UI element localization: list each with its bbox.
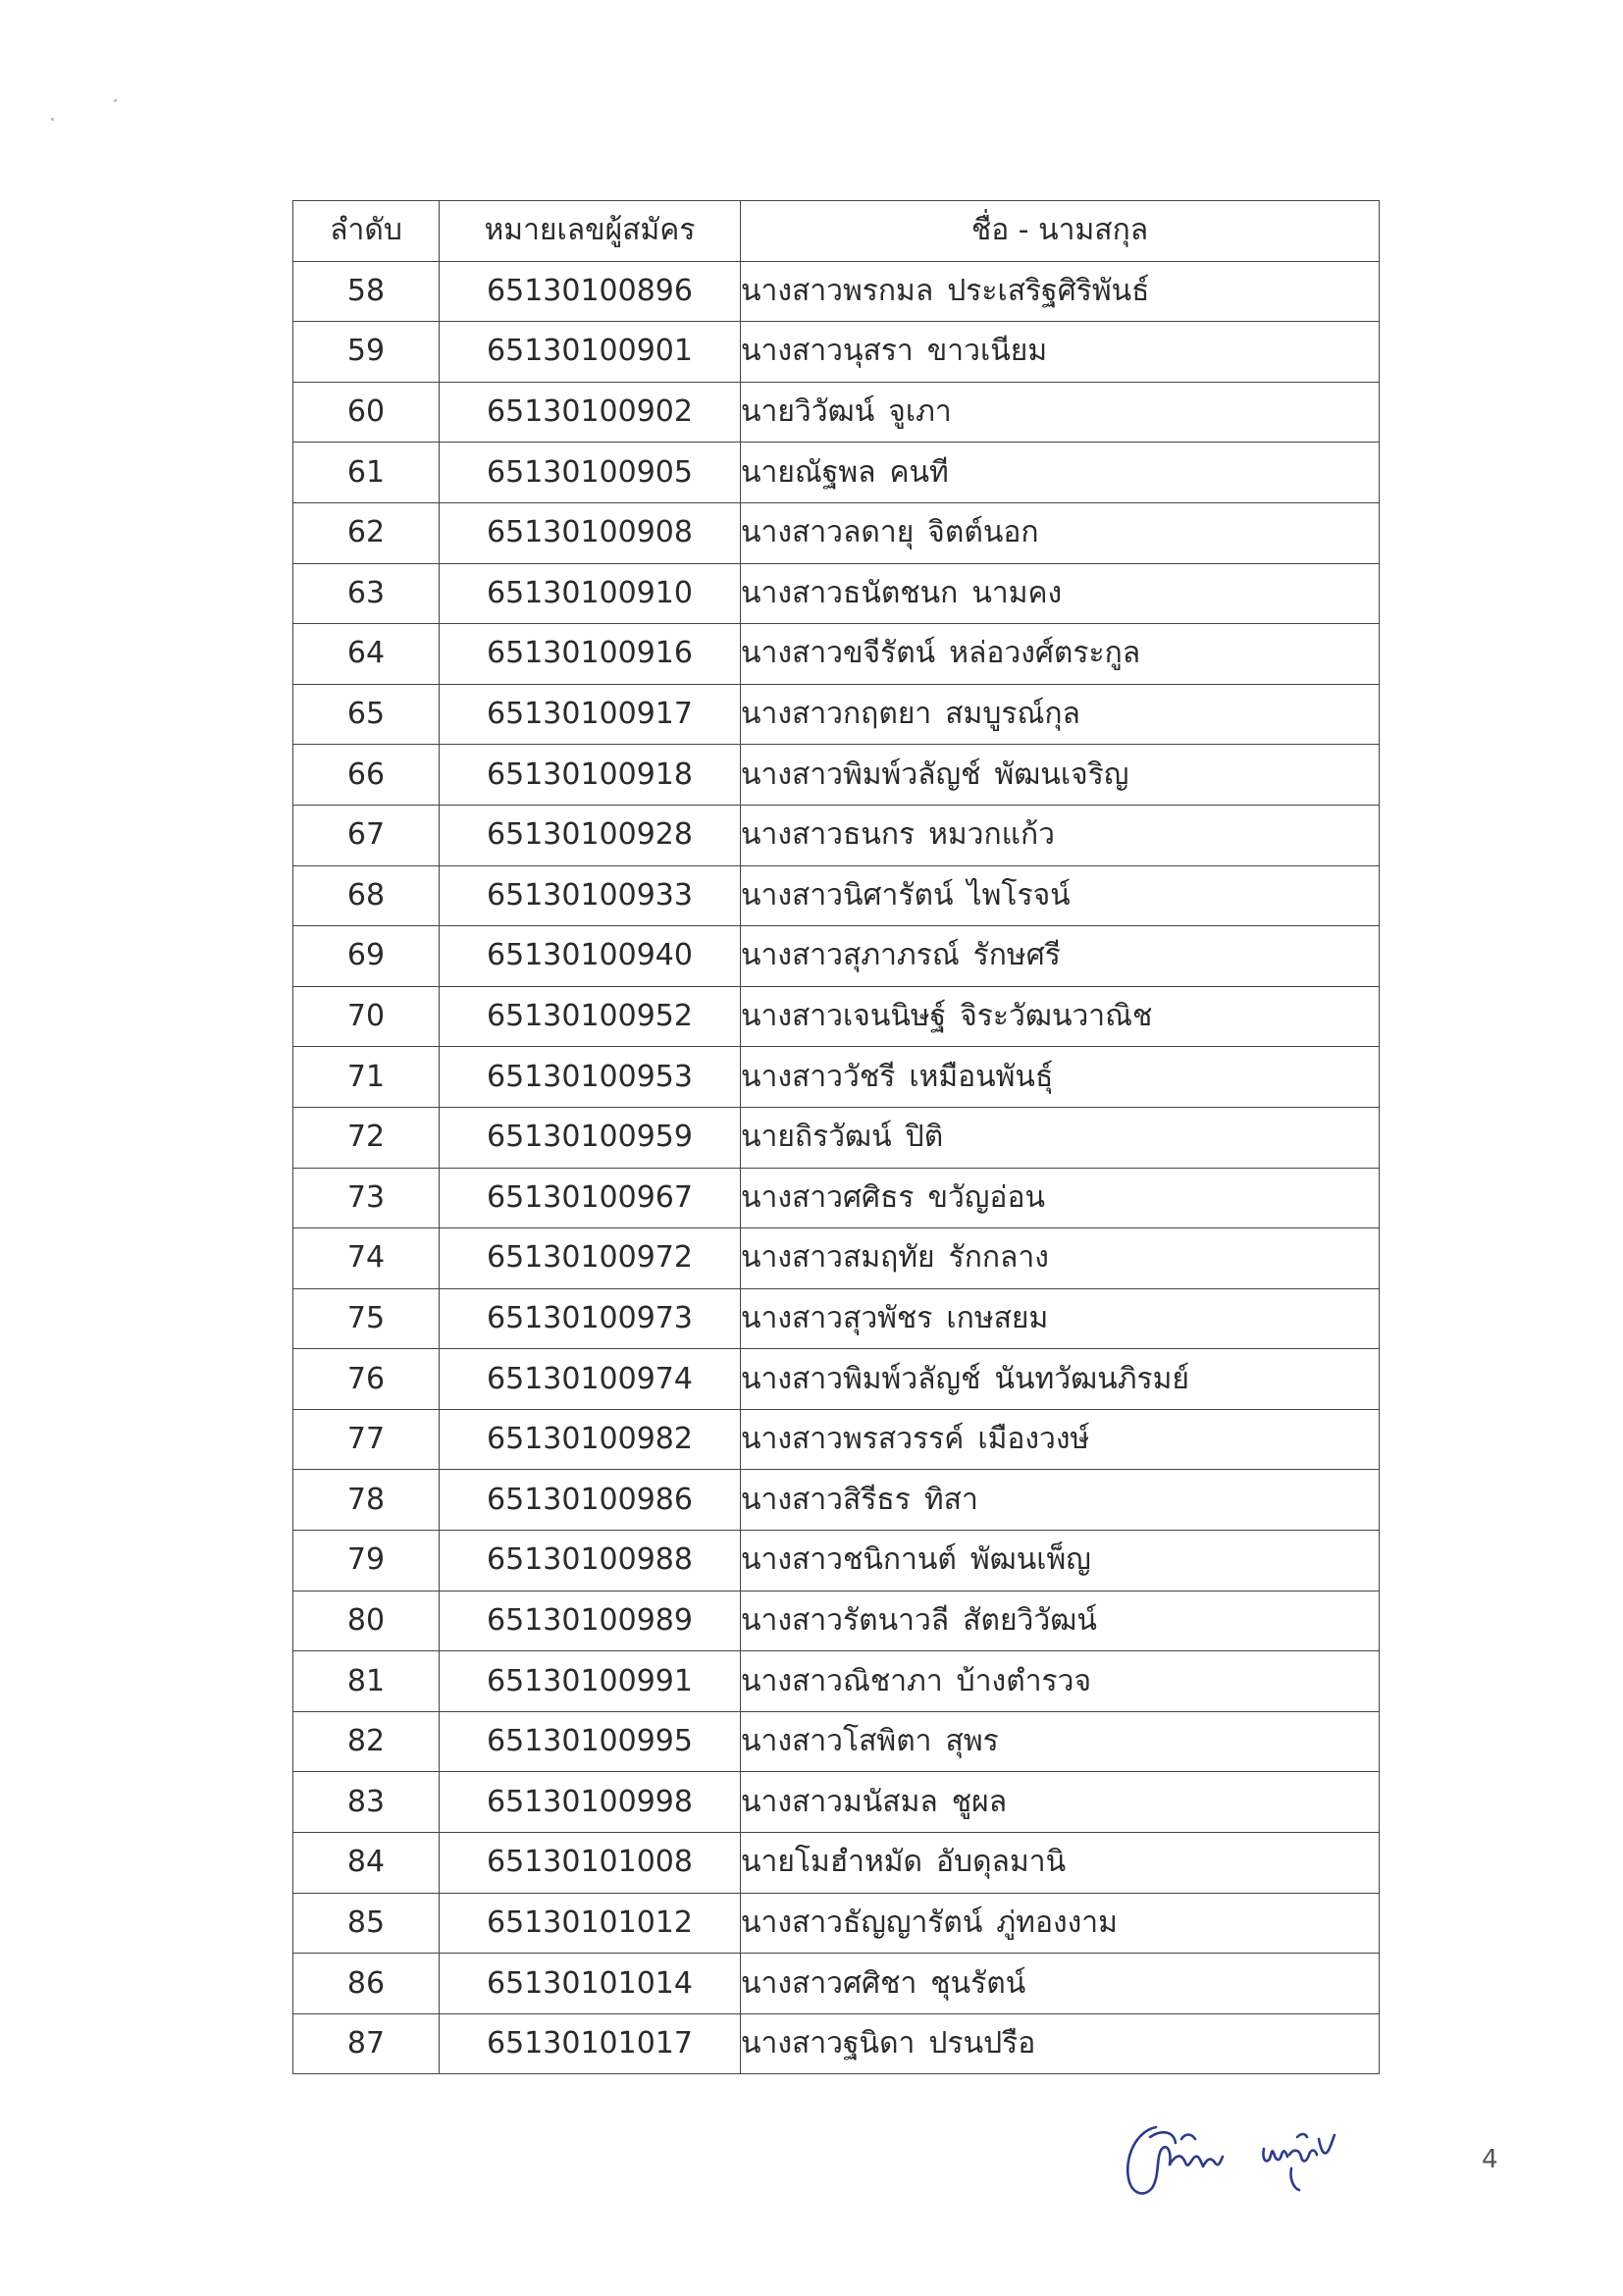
applicant-last-name: เมืองวงษ์ [977, 1422, 1090, 1457]
applicant-last-name: ปรนปรือ [928, 2026, 1036, 2061]
applicant-first-name: นางสาวธัญญารัตน์ [741, 1905, 983, 1940]
table-row [293, 1893, 1380, 1954]
table-row [293, 1591, 1380, 1651]
applicant-full-name [741, 684, 1380, 745]
order-number: 68 [293, 865, 440, 926]
applicant-first-name: นางสาวนุสรา [741, 334, 914, 369]
applicant-id: 65130100905 [440, 443, 741, 503]
applicant-last-name: อับดุลมานิ [936, 1845, 1067, 1880]
applicant-first-name: นางสาวสุภาภรณ์ [741, 938, 960, 973]
applicant-last-name: สัตยวิวัฒน์ [963, 1602, 1097, 1638]
applicant-first-name: นางสาวพิมพ์วลัญช์ [741, 1361, 981, 1396]
applicant-full-name [741, 1349, 1380, 1410]
applicant-last-name: หล่อวงศ์ตระกูล [949, 636, 1141, 671]
applicant-full-name [741, 322, 1380, 383]
applicant-last-name: เหมือนพันธุ์ [909, 1059, 1054, 1094]
table-row [293, 443, 1380, 503]
applicant-last-name: พัฒนเพ็ญ [969, 1542, 1091, 1578]
applicant-first-name: นางสาวศศิธร [741, 1179, 915, 1215]
applicant-last-name: ทิสา [923, 1482, 978, 1517]
order-number: 71 [293, 1047, 440, 1108]
applicant-id: 65130100901 [440, 322, 741, 383]
order-number: 62 [293, 502, 440, 563]
applicant-last-name: ปิติ [905, 1120, 944, 1155]
applicant-first-name: นายถิรวัฒน์ [741, 1120, 892, 1155]
table-row [293, 1168, 1380, 1228]
table-row [293, 1228, 1380, 1289]
applicant-last-name: จิตต์นอก [927, 515, 1039, 550]
applicant-last-name: เกษสยม [946, 1300, 1049, 1335]
order-number: 70 [293, 986, 440, 1047]
applicant-first-name: นายวิวัฒน์ [741, 394, 875, 430]
order-number: 64 [293, 624, 440, 685]
applicant-first-name: นางสาวธนัตชนก [741, 575, 959, 610]
applicant-id: 65130101008 [440, 1833, 741, 1894]
order-number: 69 [293, 926, 440, 987]
table-row [293, 1954, 1380, 2014]
signature-image [1117, 2110, 1362, 2213]
table-row [293, 1711, 1380, 1772]
applicant-last-name: สมบูรณ์กุล [945, 697, 1080, 732]
applicant-first-name: นางสาวสมฤทัย [741, 1240, 935, 1276]
applicant-full-name [741, 1711, 1380, 1772]
applicant-last-name: คนที [889, 454, 949, 490]
applicant-first-name: นางสาวพรสวรรค์ [741, 1422, 965, 1457]
applicant-last-name: ประเสริฐศิริพันธ์ [947, 273, 1150, 308]
table-row [293, 1047, 1380, 1108]
applicant-last-name: หมวกแก้ว [928, 817, 1056, 853]
applicant-id: 65130100991 [440, 1651, 741, 1712]
applicant-id: 65130100910 [440, 563, 741, 624]
applicant-id: 65130100988 [440, 1531, 741, 1592]
table-row [293, 1349, 1380, 1410]
applicant-first-name: นางสาววัชรี [741, 1059, 896, 1094]
applicant-last-name: รักกลาง [948, 1240, 1049, 1276]
applicant-id: 65130100989 [440, 1591, 741, 1651]
table-row [293, 1772, 1380, 1833]
applicant-id: 65130100916 [440, 624, 741, 685]
table-row [293, 1651, 1380, 1712]
applicant-id: 65130100917 [440, 684, 741, 745]
applicant-full-name [741, 563, 1380, 624]
applicant-id: 65130100902 [440, 382, 741, 443]
table-row [293, 1107, 1380, 1168]
table-row [293, 563, 1380, 624]
applicant-last-name: รักษศรี [972, 938, 1061, 973]
order-number: 60 [293, 382, 440, 443]
table-row [293, 986, 1380, 1047]
applicant-id: 65130100896 [440, 261, 741, 322]
applicant-first-name: นายณัฐพล [741, 454, 876, 490]
applicant-first-name: นางสาวฐนิดา [741, 2026, 916, 2061]
applicant-first-name: นางสาวธนกร [741, 817, 916, 853]
applicant-id: 65130100998 [440, 1772, 741, 1833]
applicant-last-name: ขวัญอ่อน [927, 1179, 1045, 1215]
order-number: 74 [293, 1228, 440, 1289]
applicant-full-name [741, 805, 1380, 865]
applicant-full-name [741, 1531, 1380, 1592]
table-row [293, 926, 1380, 987]
applicant-full-name [741, 926, 1380, 987]
applicant-last-name: ไพโรจน์ [967, 877, 1071, 913]
applicant-full-name [741, 1107, 1380, 1168]
table-row [293, 382, 1380, 443]
applicant-full-name [741, 1772, 1380, 1833]
applicant-id: 65130100933 [440, 865, 741, 926]
applicant-last-name: ชูผล [951, 1784, 1008, 1819]
full-name-column-header: ชื่อ - นามสกุล [741, 201, 1380, 262]
order-number: 75 [293, 1288, 440, 1349]
applicant-full-name [741, 986, 1380, 1047]
table-row [293, 1470, 1380, 1531]
table-row [293, 684, 1380, 745]
applicant-id: 65130100959 [440, 1107, 741, 1168]
applicant-id: 65130100908 [440, 502, 741, 563]
applicant-full-name [741, 1954, 1380, 2014]
applicant-full-name [741, 443, 1380, 503]
table-row [293, 1531, 1380, 1592]
applicant-full-name [741, 1893, 1380, 1954]
applicant-id: 65130100973 [440, 1288, 741, 1349]
order-number: 85 [293, 1893, 440, 1954]
applicant-full-name [741, 865, 1380, 926]
order-number: 84 [293, 1833, 440, 1894]
order-number: 80 [293, 1591, 440, 1651]
order-number: 86 [293, 1954, 440, 2014]
order-number: 61 [293, 443, 440, 503]
order-number: 78 [293, 1470, 440, 1531]
applicant-full-name [741, 2013, 1380, 2074]
applicant-first-name: นางสาวสิรีธร [741, 1482, 911, 1517]
applicant-full-name [741, 1651, 1380, 1712]
applicant-id: 65130100952 [440, 986, 741, 1047]
applicant-id: 65130100972 [440, 1228, 741, 1289]
applicant-full-name [741, 624, 1380, 685]
applicant-full-name [741, 1409, 1380, 1470]
applicant-full-name [741, 261, 1380, 322]
order-number: 87 [293, 2013, 440, 2074]
applicant-first-name: นางสาวสุวพัชร [741, 1300, 933, 1335]
applicant-first-name: นางสาวเจนนิษฐ์ [741, 999, 947, 1034]
applicant-full-name [741, 502, 1380, 563]
applicant-id: 65130100953 [440, 1047, 741, 1108]
applicant-full-name [741, 382, 1380, 443]
applicant-last-name: นามคง [971, 575, 1063, 610]
scan-speck [114, 99, 117, 102]
order-number: 76 [293, 1349, 440, 1410]
applicant-last-name: สุพร [945, 1724, 999, 1759]
table-row [293, 261, 1380, 322]
page-number: 4 [1482, 2145, 1498, 2174]
applicant-first-name: นางสาวศศิชา [741, 1965, 917, 2001]
order-number: 66 [293, 745, 440, 806]
order-column-header: ลำดับ [293, 201, 440, 262]
table-row [293, 2013, 1380, 2074]
order-number: 73 [293, 1168, 440, 1228]
applicant-id: 65130100982 [440, 1409, 741, 1470]
order-number: 58 [293, 261, 440, 322]
applicant-full-name [741, 1228, 1380, 1289]
applicant-first-name: นางสาวมนัสมล [741, 1784, 938, 1819]
applicant-first-name: นายโมฮำหมัด [741, 1845, 923, 1880]
applicant-id: 65130101014 [440, 1954, 741, 2014]
applicant-last-name: จูเภา [888, 394, 952, 430]
table-row [293, 745, 1380, 806]
applicant-full-name [741, 1047, 1380, 1108]
order-number: 82 [293, 1711, 440, 1772]
applicant-first-name: นางสาวนิศารัตน์ [741, 877, 954, 913]
table-row [293, 865, 1380, 926]
table-row [293, 624, 1380, 685]
order-number: 77 [293, 1409, 440, 1470]
order-number: 59 [293, 322, 440, 383]
applicant-table [292, 200, 1380, 2074]
applicant-full-name [741, 745, 1380, 806]
applicant-last-name: ขาวเนียม [926, 334, 1048, 369]
order-number: 72 [293, 1107, 440, 1168]
applicant-last-name: พัฒนเจริญ [994, 757, 1129, 792]
order-number: 63 [293, 563, 440, 624]
applicant-full-name [741, 1470, 1380, 1531]
applicant-full-name [741, 1288, 1380, 1349]
applicant-id: 65130100918 [440, 745, 741, 806]
applicant-full-name [741, 1168, 1380, 1228]
table-row [293, 1288, 1380, 1349]
order-number: 67 [293, 805, 440, 865]
applicant-last-name: นันทวัฒนภิรมย์ [994, 1361, 1189, 1396]
applicant-first-name: นางสาวขจีรัตน์ [741, 636, 936, 671]
applicant-id: 65130100940 [440, 926, 741, 987]
applicant-id: 65130100974 [440, 1349, 741, 1410]
applicant-id-column-header: หมายเลขผู้สมัคร [440, 201, 741, 262]
order-number: 79 [293, 1531, 440, 1592]
applicant-id: 65130100986 [440, 1470, 741, 1531]
table-body [293, 261, 1380, 2074]
table-row [293, 1409, 1380, 1470]
applicant-id: 65130100928 [440, 805, 741, 865]
applicant-full-name [741, 1591, 1380, 1651]
applicant-id: 65130101017 [440, 2013, 741, 2074]
table-row [293, 1833, 1380, 1894]
scan-speck [51, 118, 54, 121]
order-number: 83 [293, 1772, 440, 1833]
applicant-first-name: นางสาวลดายุ [741, 515, 915, 550]
applicant-first-name: นางสาวรัตนาวลี [741, 1602, 950, 1638]
applicant-first-name: นางสาวโสพิตา [741, 1724, 932, 1759]
applicant-first-name: นางสาวกฤตยา [741, 697, 932, 732]
applicant-last-name: จิระวัฒนวาณิช [960, 999, 1153, 1034]
table-row [293, 322, 1380, 383]
applicant-last-name: บ้างตำรวจ [956, 1663, 1092, 1698]
applicant-first-name: นางสาวณิชาภา [741, 1663, 943, 1698]
order-number: 65 [293, 684, 440, 745]
applicant-first-name: นางสาวพิมพ์วลัญช์ [741, 757, 981, 792]
applicant-id: 65130100995 [440, 1711, 741, 1772]
applicant-id: 65130100967 [440, 1168, 741, 1228]
table-row [293, 502, 1380, 563]
applicant-last-name: ชุนรัตน์ [930, 1965, 1026, 2001]
applicant-first-name: นางสาวชนิกานต์ [741, 1542, 957, 1578]
table-row [293, 805, 1380, 865]
applicant-last-name: ภู่ทองงาม [996, 1905, 1118, 1940]
table-header-row [293, 201, 1380, 262]
order-number: 81 [293, 1651, 440, 1712]
applicant-id: 65130101012 [440, 1893, 741, 1954]
applicant-full-name [741, 1833, 1380, 1894]
applicant-first-name: นางสาวพรกมล [741, 273, 934, 308]
